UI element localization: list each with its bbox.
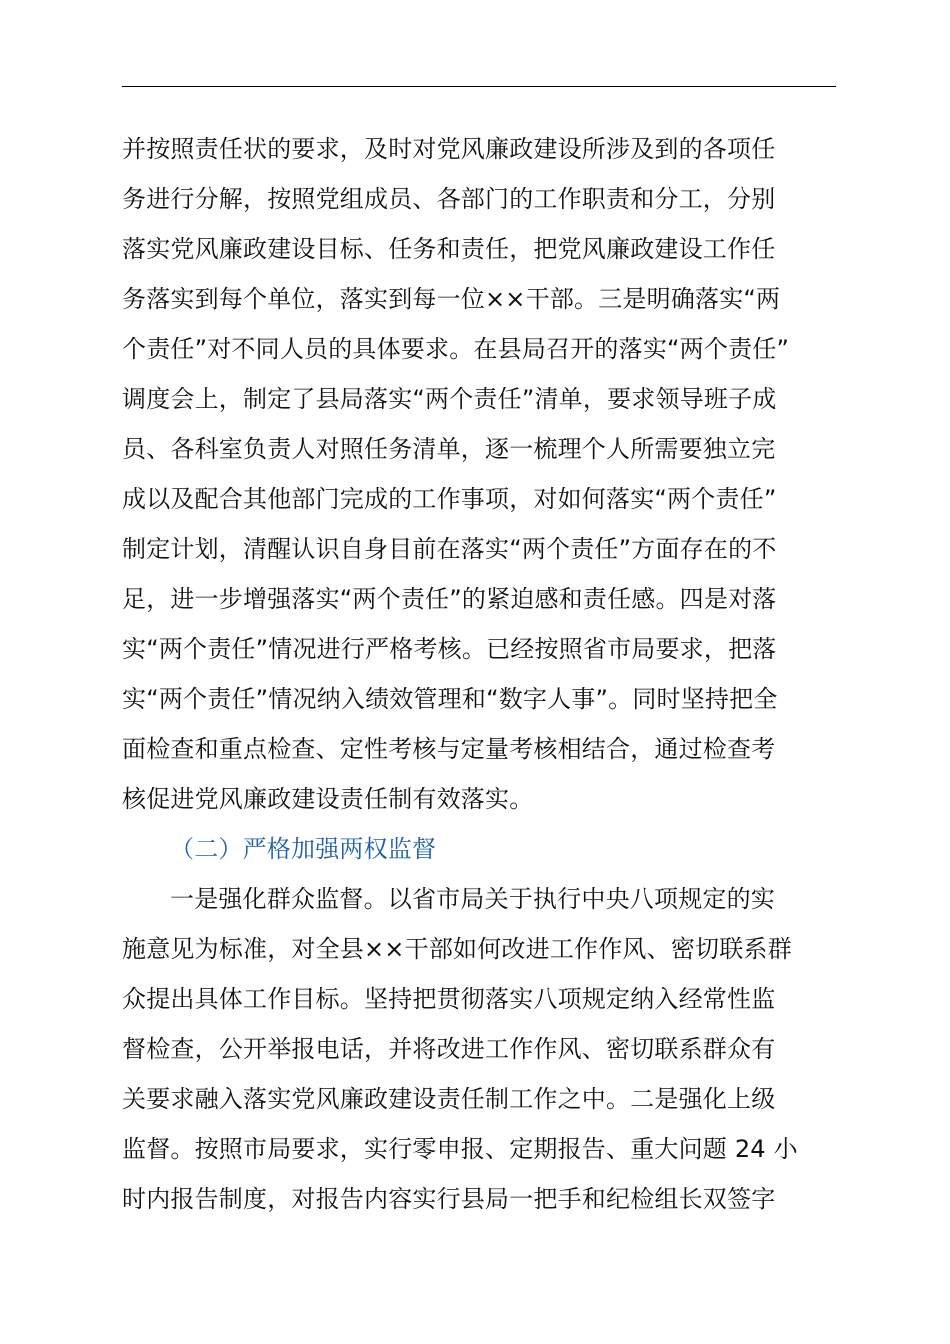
paragraph-line: 制定计划，清醒认识自身目前在落实“两个责任”方面存在的不	[122, 535, 777, 563]
paragraph-line: 调度会上，制定了县局落实“两个责任”清单，要求领导班子成	[122, 385, 777, 413]
paragraph-line: 一是强化群众监督。以省市局关于执行中央八项规定的实	[170, 885, 775, 913]
paragraph-line: 实“两个责任”情况纳入绩效管理和“数字人事”。同时坚持把全	[122, 685, 778, 713]
paragraph-line: 实“两个责任”情况进行严格考核。已经按照省市局要求，把落	[122, 635, 777, 663]
paragraph-line: 时内报告制度，对报告内容实行县局一把手和纪检组长双签字	[122, 1185, 776, 1213]
paragraph-line: 施意见为标准，对全县××干部如何改进工作作风、密切联系群	[122, 935, 792, 963]
paragraph-1	[122, 124, 842, 824]
paragraph-line: 关要求融入落实党风廉政建设责任制工作之中。二是强化上级	[122, 1085, 776, 1113]
paragraph-line: 足，进一步增强落实“两个责任”的紧迫感和责任感。四是对落	[122, 585, 777, 613]
paragraph-line: 个责任”对不同人员的具体要求。在县局召开的落实“两个责任”	[122, 335, 790, 363]
paragraph-line: 员、各科室负责人对照任务清单，逐一梳理个人所需要独立完	[122, 435, 776, 463]
paragraph-line: 核促进党风廉政建设责任制有效落实。	[122, 785, 534, 813]
paragraph-2	[122, 874, 842, 1224]
paragraph-line: 监督。按照市局要求，实行零申报、定期报告、重大问题 24 小	[122, 1135, 798, 1163]
paragraph-line: 落实党风廉政建设目标、任务和责任，把党风廉政建设工作任	[122, 235, 776, 263]
paragraph-line: 成以及配合其他部门完成的工作事项，对如何落实“两个责任”	[122, 485, 777, 513]
section-heading: （二）严格加强两权监督	[170, 835, 437, 863]
paragraph-line: 督检查，公开举报电话，并将改进工作作风、密切联系群众有	[122, 1035, 776, 1063]
paragraph-line: 并按照责任状的要求，及时对党风廉政建设所涉及到的各项任	[122, 135, 776, 163]
paragraph-line: 众提出具体工作目标。坚持把贯彻落实八项规定纳入经常性监	[122, 985, 776, 1013]
paragraph-line: 务进行分解，按照党组成员、各部门的工作职责和分工，分别	[122, 185, 776, 213]
document-body	[122, 124, 842, 1224]
paragraph-line: 务落实到每个单位，落实到每一位××干部。三是明确落实“两	[122, 285, 781, 313]
paragraph-line: 面检查和重点检查、定性考核与定量考核相结合，通过检查考	[122, 735, 776, 763]
header-rule	[122, 86, 836, 87]
